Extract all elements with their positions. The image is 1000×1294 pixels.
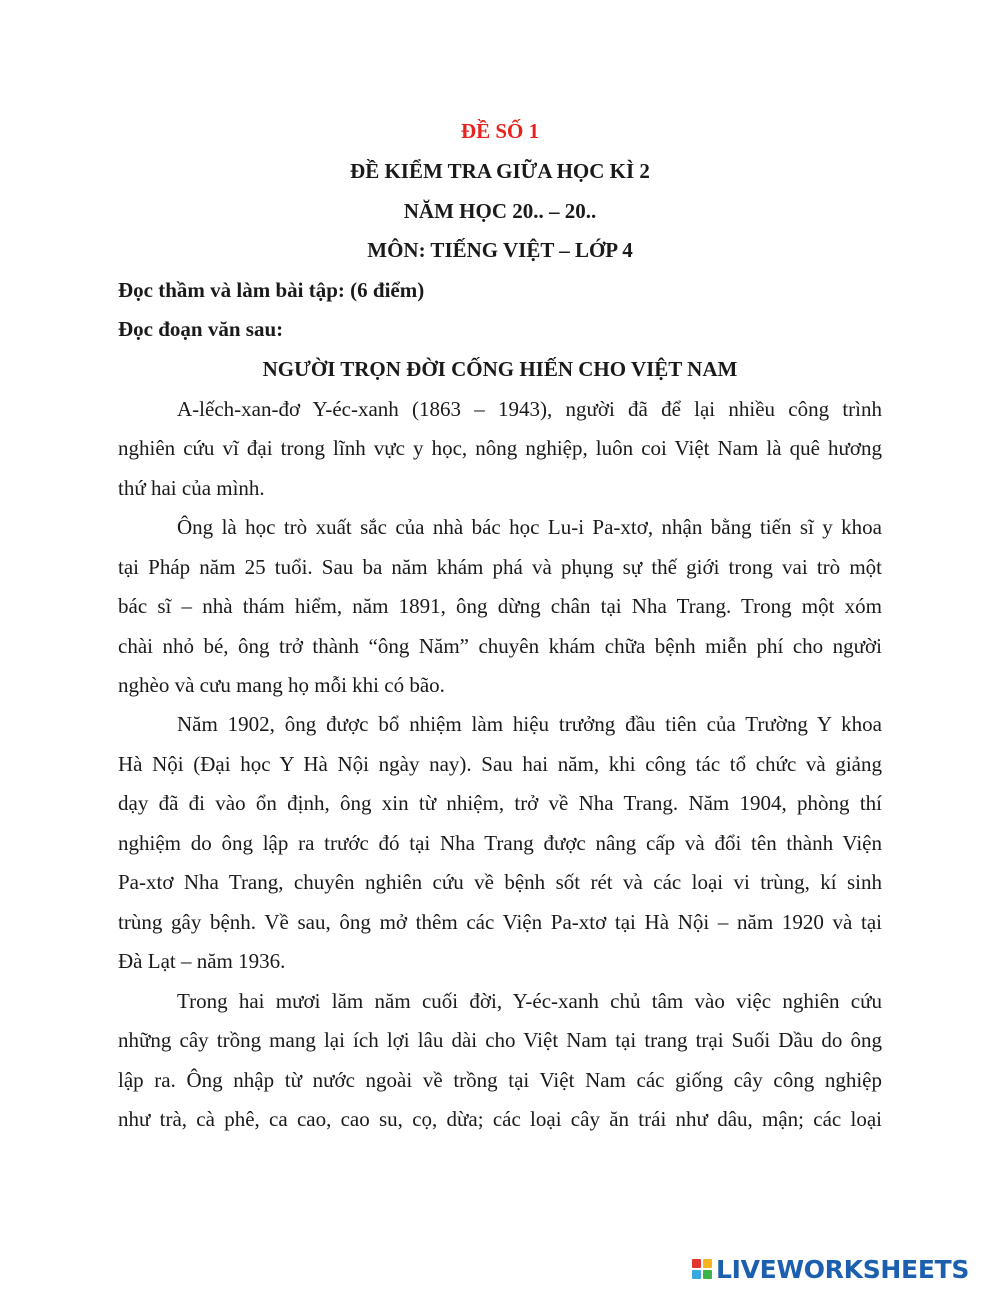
passage-line: Trong hai mươi lăm năm cuối đời, Y-éc-xanh chủ tâm vào việc nghiên cứu: [177, 989, 882, 1013]
passage-title: NGƯỜI TRỌN ĐỜI CỐNG HIẾN CHO VIỆT NAM: [262, 357, 738, 381]
passage-line: bác sĩ – nhà thám hiểm, năm 1891, ông dừng chân tại Nha Trang. Trong một xóm: [118, 594, 882, 618]
passage-line: nghiệm do ông lập ra trước đó tại Nha Trang được nâng cấp và đổi tên thành Viện: [118, 831, 882, 855]
passage-line: như trà, cà phê, ca cao, cao su, cọ, dừa; các loại cây ăn trái như dâu, mận; các loại: [118, 1107, 882, 1131]
exam-number: ĐỀ SỐ 1: [460, 119, 540, 143]
passage-line: dạy đã đi vào ổn định, ông xin từ nhiệm, trở về Nha Trang. Năm 1904, phòng thí: [118, 791, 882, 815]
reading-instruction: Đọc thầm và làm bài tập: (6 điểm): [118, 278, 425, 302]
subject-line: MÔN: TIẾNG VIỆT – LỚP 4: [367, 238, 633, 262]
passage-line: lập ra. Ông nhập từ nước ngoài về trồng tại Việt Nam các giống cây công nghiệp: [118, 1068, 882, 1092]
passage-line: tại Pháp năm 25 tuổi. Sau ba năm khám phá và phụng sự thế giới trong vai trò một: [118, 555, 882, 579]
passage-line: nghèo và cưu mang họ mỗi khi có bão.: [118, 673, 445, 697]
passage-line: nghiên cứu vĩ đại trong lĩnh vực y học, nông nghiệp, luôn coi Việt Nam là quê hương: [118, 436, 882, 460]
passage-line: A-lếch-xan-đơ Y-éc-xanh (1863 – 1943), người đã để lại nhiều công trình: [177, 397, 882, 421]
passage-line: Đà Lạt – năm 1936.: [118, 949, 286, 973]
passage-line: những cây trồng mang lại ích lợi lâu dài cho Việt Nam tại trang trại Suối Dầu do ông: [118, 1028, 882, 1052]
passage-line: Năm 1902, ông được bổ nhiệm làm hiệu trưởng đầu tiên của Trường Y khoa: [177, 712, 882, 736]
passage-line: Ông là học trò xuất sắc của nhà bác học Lu-i Pa-xtơ, nhận bằng tiến sĩ y khoa: [177, 515, 882, 539]
liveworksheets-logo-icon: [692, 1259, 712, 1279]
passage-line: Hà Nội (Đại học Y Hà Nội ngày nay). Sau hai năm, khi công tác tổ chức và giảng: [118, 752, 882, 776]
liveworksheets-logo: [692, 1252, 969, 1286]
passage-line: thứ hai của mình.: [118, 476, 265, 500]
passage-line: Pa-xtơ Nha Trang, chuyên nghiên cứu về bệnh sốt rét và các loại vi trùng, kí sinh: [118, 870, 882, 894]
passage-line: chài nhỏ bé, ông trở thành “ông Năm” chuyên khám chữa bệnh miễn phí cho người: [118, 634, 882, 658]
school-year: NĂM HỌC 20.. – 20..: [403, 199, 597, 223]
brand-wordmark: LIVEWORKSHEETS: [716, 1254, 970, 1284]
reading-prompt: Đọc đoạn văn sau:: [118, 317, 284, 341]
exam-title: ĐỀ KIỂM TRA GIỮA HỌC KÌ 2: [350, 159, 650, 183]
passage-line: trùng gây bệnh. Về sau, ông mở thêm các Viện Pa-xtơ tại Hà Nội – năm 1920 và tại: [118, 910, 882, 934]
